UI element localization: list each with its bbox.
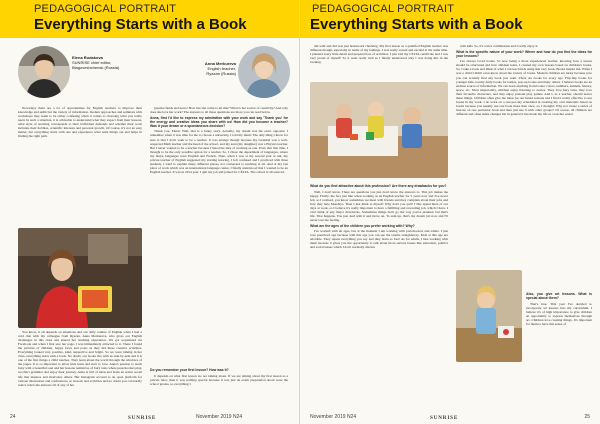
intro-tail-paragraph: greatest fields and news! How has she come to all this? What is her source of creativity? And why does she love her work? The answers to all these questions are more you can read below. bbox=[150, 106, 288, 115]
teacher-photo bbox=[18, 228, 142, 328]
question-3: What do you find attractive about this profession? Are there any drawbacks for you? bbox=[310, 184, 447, 188]
section-title: PEDAGOGICAL PORTRAIT bbox=[312, 3, 455, 15]
answer-2: It depends on what first lesson we are talking about. If we are talking about my first lesson as a private tutor, then it was nothing special because it was just an exam preparation about were the school grades, so everything I bbox=[150, 373, 288, 386]
continued-paragraph-right: with kids. So, it's a nice combination and I really enjoy it. bbox=[460, 44, 539, 48]
question-2: Do you remember your first lesson? How was it? bbox=[150, 368, 229, 372]
page-number-left: 24 bbox=[10, 414, 16, 420]
story-paragraph: You know, it all depends on situations and our daily routine of English when I had a cold chat with my colleague from Ryazan. Anna Merkureva, who gives our English challenges in this class and shared her teaching experience. We got acquainted via Facebook and when I first saw her page, I was immediately attracted to it. There I found the pictures of children, happy faces and posts as they did these creative activities. Everything looked very positive, kind, supportive and bright. So we were talking in her class, everything starts with a book. No doubt, our books live with us side-by-side and it is one of the first things a child touches. They learn about the world through the windows of the pages. It is so important to allow kids learn and start to love. Anna's passion to teach fairy with a beautiful soul and her lessons remind us of fairy tales where preschoolers play, recollect grammar and enjoy their journey. Anna is full of ideas and leads an active social life that inspires and motivates others. Her Instagram account is an open platform for various discussions and conferences, so lessons and activities and no doubt you can hardly notice when she answers all of any of her bbox=[18, 330, 142, 387]
author-role: SUNRISE chief editor, bbox=[72, 59, 112, 65]
footer-date-left: November 2019 N24 bbox=[196, 414, 243, 420]
answer-5: I've always loved books. So now being a more experienced teacher, knowing how a lesson should be structured and how children learn, I created my own lessons based on children's books. So, I take a book and think of what I can teach kids using this very book. Books inspire me. When I was a child I didn't even know about the variety of books. Modern children are lucky because now you can actually find any book you want. There are books for every age. Flip-flap books for younger kids, touchy-feely books for babies, pop-up books and many others. I believe books are an endless source of information. We can learn anything from books: colors, numbers, animals, history, space, etc. Most importantly, children enjoy listening to stories. They love fairy tales, they love their favourite characters, and they enjoy pretend play games. And I, as a teacher, should notice these things. Children often give me ideas for our future lessons and I find it really effective to use books in my work. I do work on a one-per-day scheduled in creating my own materials based on books because you usually use one book more than once, so, I thought: Why not create a series of lessons on one particular book and then just use it with other groups? Of course, all children are different and often make changes but in general it has made my life as a teacher easier. bbox=[456, 59, 592, 116]
footer-date-right: November 2019 N24 bbox=[310, 414, 357, 420]
author-name: Elena Rudakova bbox=[72, 55, 103, 60]
author-portrait-elena bbox=[18, 46, 70, 98]
author-place: Blagoveshchensk (Russia) bbox=[72, 64, 120, 70]
author-caption-elena bbox=[72, 56, 152, 70]
section-title: PEDAGOGICAL PORTRAIT bbox=[34, 3, 177, 15]
question-5: What is the specific nature of your work? Where and how do you find the ideas for your lessons? bbox=[456, 49, 592, 58]
continued-column bbox=[310, 44, 448, 80]
interview-column bbox=[150, 106, 288, 312]
author-place: Ryazan (Russia) bbox=[206, 70, 236, 76]
answer-6: That's true. This year I've decided to incorporate art lessons into my curriculum. I believe it's of high importance to give children an opportunity to express themselves through art. Children love creating things. It's important for them to have this sense of bbox=[526, 301, 592, 326]
article-title: Everything Starts with a Book bbox=[310, 16, 523, 33]
article-title: Everything Starts with a Book bbox=[34, 16, 247, 33]
continued-paragraph: did with and did was just homework checking. My first lesson as a qualified English teacher was different though, especially in terms of my feelings. I was really scared and excited at the same time. I planned every little detail and prepared lots of activities. I just told my CELTA certificate and I was very proud of myself! So it went really well as I finally understood why I was doing this in the evening. bbox=[310, 44, 448, 65]
interview-column-3 bbox=[310, 184, 448, 410]
author-name: Anna Merkureva bbox=[204, 61, 236, 66]
answer-4: I've worked with all ages, but at the moment I am working with preschoolers and adults. I just love preschool age because with this age you can see the results straightaway. Kids at this age are adorable. They repeat everything you say and they learn so fast! As for adults, I like working with them because it gives you the opportunity to talk about more serious issues like education, politics and social issues which I don't normally discuss bbox=[310, 229, 448, 250]
right-page bbox=[300, 0, 600, 424]
story-column bbox=[18, 330, 142, 408]
question-4: What are the ages of the children you prefer working with? Why? bbox=[310, 223, 415, 228]
interview-column-right bbox=[456, 44, 592, 266]
author-role: English teacher, bbox=[207, 65, 236, 71]
question-1: Anna, first I'd like to express my admiration with your work and say 'Thank you' for the energy and creative ideas you share with us! How did you become a teacher? Was it your dream or a spontaneous decision? bbox=[150, 115, 288, 128]
author-caption-anna bbox=[178, 62, 236, 76]
brand-logo-left: SUNRISE bbox=[128, 415, 157, 421]
interview-column-lower bbox=[150, 368, 288, 410]
intro-paragraph: Nowadays there are a lot of opportunities for English teachers to improve their knowledge and skills but the variety of information, modern approaches and seminars with workshops may seem to be rather confusing when it comes to choosing what you really need. In such a situation, it is advisable to understand what they expect from their lessons, what style of teaching corresponds to their individual demands and whether their work includes their hobbies, scientific interests and personal growth. Of course, it's not an easy matter, but everything starts with one and experience what suits things out and helps in finding the right path. bbox=[18, 106, 142, 139]
art-class-photo bbox=[456, 270, 522, 362]
question-6: Also, you give art lessons. What is special about them? bbox=[526, 292, 592, 301]
children-photo bbox=[310, 82, 448, 178]
brand-logo-right: SUNRISE bbox=[430, 415, 459, 421]
interview-column-art bbox=[526, 292, 592, 410]
author-portrait-anna bbox=[238, 46, 290, 98]
answer-1: Thank you, Elena! Well, that is a funny story. Actually, my dream was the exact opposite. I remember when it was time for me to choose a university, I told my mum: The only thing I know for sure is that I don't want to be a teacher. It was strange though because my Grandad was a well-respected Math teacher and the head of the school, and my aunt (my daughter) was a Physics teacher. But I never wanted to be a teacher because I hated the idea of working as one. Even that that time, I thought to be the only possible option for a teacher. So, I chose the department of languages, where my major languages were English and French. Then, when I was at my second year at uni, my private teacher of English suggested my starting tutoring. I felt confused and I practiced with three students. I tried to explain many different places, not connected to teaching at all. And at my last place of work which was an international language center, I finally understood that I wanted to be an English teacher. It was in 2014 year. I quit my job and joined for CELTA. The school is all sourced. bbox=[150, 129, 288, 174]
page-number-right: 25 bbox=[584, 414, 590, 420]
intro-column bbox=[18, 106, 142, 222]
answer-3: Well, I don't know. There are questions you just don't know the answers to. This job makes me happy. Firstly, the fact just like when working as an English teacher for 5 years now and I've never felt, so I realised, you know sometimes we meet with friends and they complain about their jobs and how they hate Mondays. Then I just think to myself: Why don't you quit? I like spend most of our days at work, so I believe it's really important to have a fulfilling and rewarding job, which I have. I can't think of any major drawbacks. Sometimes things don't go the way you've planned, but that's life. That happens. You just deal with it and move on. To sum up, that's my dream job now and I'll never lose the feeling. bbox=[310, 189, 448, 222]
